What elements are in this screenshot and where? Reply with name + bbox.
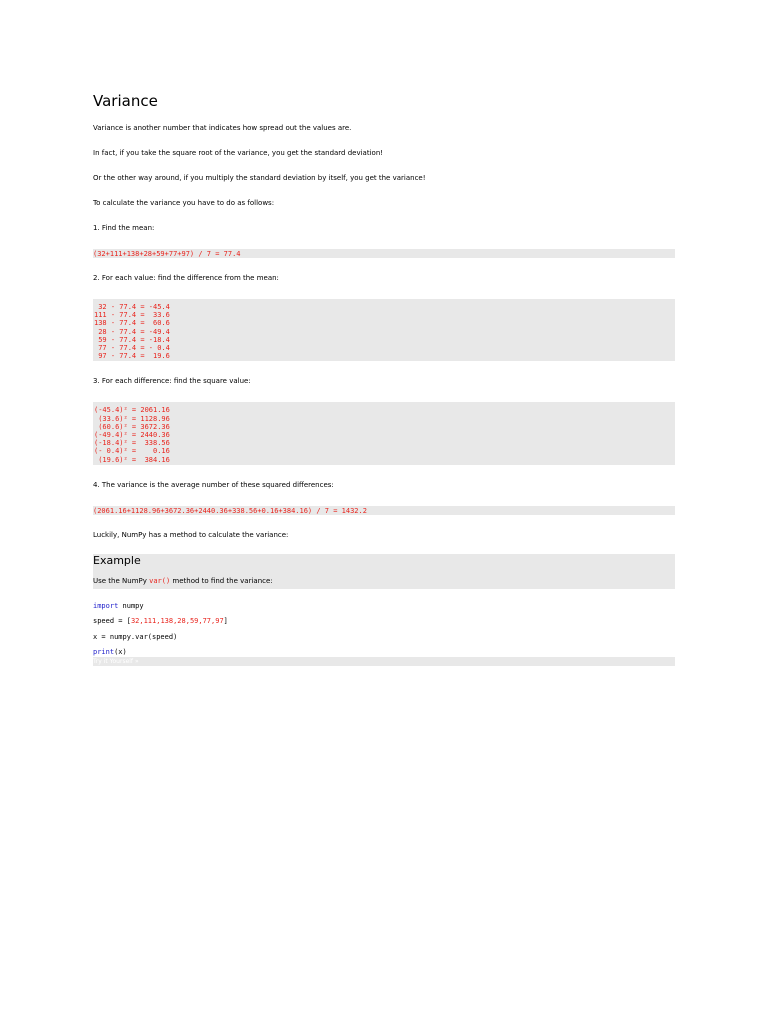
print-args: (x) <box>114 648 127 657</box>
speed-values: 32,111,138,28,59,77,97 <box>130 617 224 626</box>
example-desc-before: Use the NumPy <box>93 576 150 585</box>
page-title: Variance <box>93 92 158 110</box>
speed-prefix: speed = [ <box>93 617 131 626</box>
square-line: (60.6)² = 3672.36 <box>94 422 170 431</box>
import-module: numpy <box>118 601 144 610</box>
paragraph-other-way: Or the other way around, if you multiply the standard deviation by itself, you get the variance! <box>93 174 426 182</box>
step-1-label: 1. Find the mean: <box>93 224 155 232</box>
mean-calculation: (32+111+138+28+59+77+97) / 7 = 77.4 <box>93 249 675 258</box>
example-code <box>93 602 675 658</box>
difference-line: 28 - 77.4 = -49.4 <box>94 327 170 336</box>
step-3-label: 3. For each difference: find the square value: <box>93 377 251 386</box>
numpy-note: Luckily, NumPy has a method to calculate the variance: <box>93 530 289 539</box>
step-2-label: 2. For each value: find the difference from the mean: <box>93 274 279 282</box>
code-line-import <box>93 602 675 611</box>
difference-line: 77 - 77.4 = - 0.4 <box>94 344 170 353</box>
square-line: (19.6)² = 384.16 <box>94 455 170 464</box>
square-line: (- 0.4)² = 0.16 <box>94 447 170 456</box>
square-line: (-45.4)² = 2061.16 <box>94 406 170 415</box>
speed-suffix: ] <box>223 617 228 626</box>
try-it-yourself-button[interactable]: Try it Yourself » <box>93 657 675 666</box>
difference-line: 59 - 77.4 = -18.4 <box>94 335 170 344</box>
paragraph-intro: Variance is another number that indicates how spread out the values are. <box>93 124 352 132</box>
example-description <box>93 577 675 588</box>
differences-block <box>93 299 675 361</box>
square-line: (-49.4)² = 2440.36 <box>94 431 170 440</box>
example-heading: Example <box>93 553 141 567</box>
example-desc-after: method to find the variance: <box>170 576 273 585</box>
square-line: (-18.4)² = 338.56 <box>94 439 170 448</box>
variance-calculation: (2061.16+1128.96+3672.36+2440.36+338.56+0.16+384.16) / 7 = 1432.2 <box>93 506 675 515</box>
document-page <box>93 92 675 666</box>
squares-block <box>93 402 675 464</box>
paragraph-standard-deviation: In fact, if you take the square root of the variance, you get the standard deviation! <box>93 149 384 157</box>
keyword-import: import <box>93 601 119 610</box>
code-line-speed <box>93 617 675 626</box>
difference-line: 32 - 77.4 = -45.4 <box>94 303 170 311</box>
difference-line: 138 - 77.4 = 60.6 <box>94 319 170 328</box>
paragraph-how-to: To calculate the variance you have to do as follows: <box>93 199 275 207</box>
example-header <box>93 554 675 589</box>
keyword-print: print <box>93 648 115 657</box>
example-desc-function: var() <box>149 576 171 585</box>
code-line-var: x = numpy.var(speed) <box>93 632 178 641</box>
square-line: (33.6)² = 1128.96 <box>94 414 170 423</box>
difference-line: 111 - 77.4 = 33.6 <box>94 311 170 320</box>
difference-line: 97 - 77.4 = 19.6 <box>94 352 170 361</box>
step-4-label: 4. The variance is the average number of these squared differences: <box>93 480 334 489</box>
